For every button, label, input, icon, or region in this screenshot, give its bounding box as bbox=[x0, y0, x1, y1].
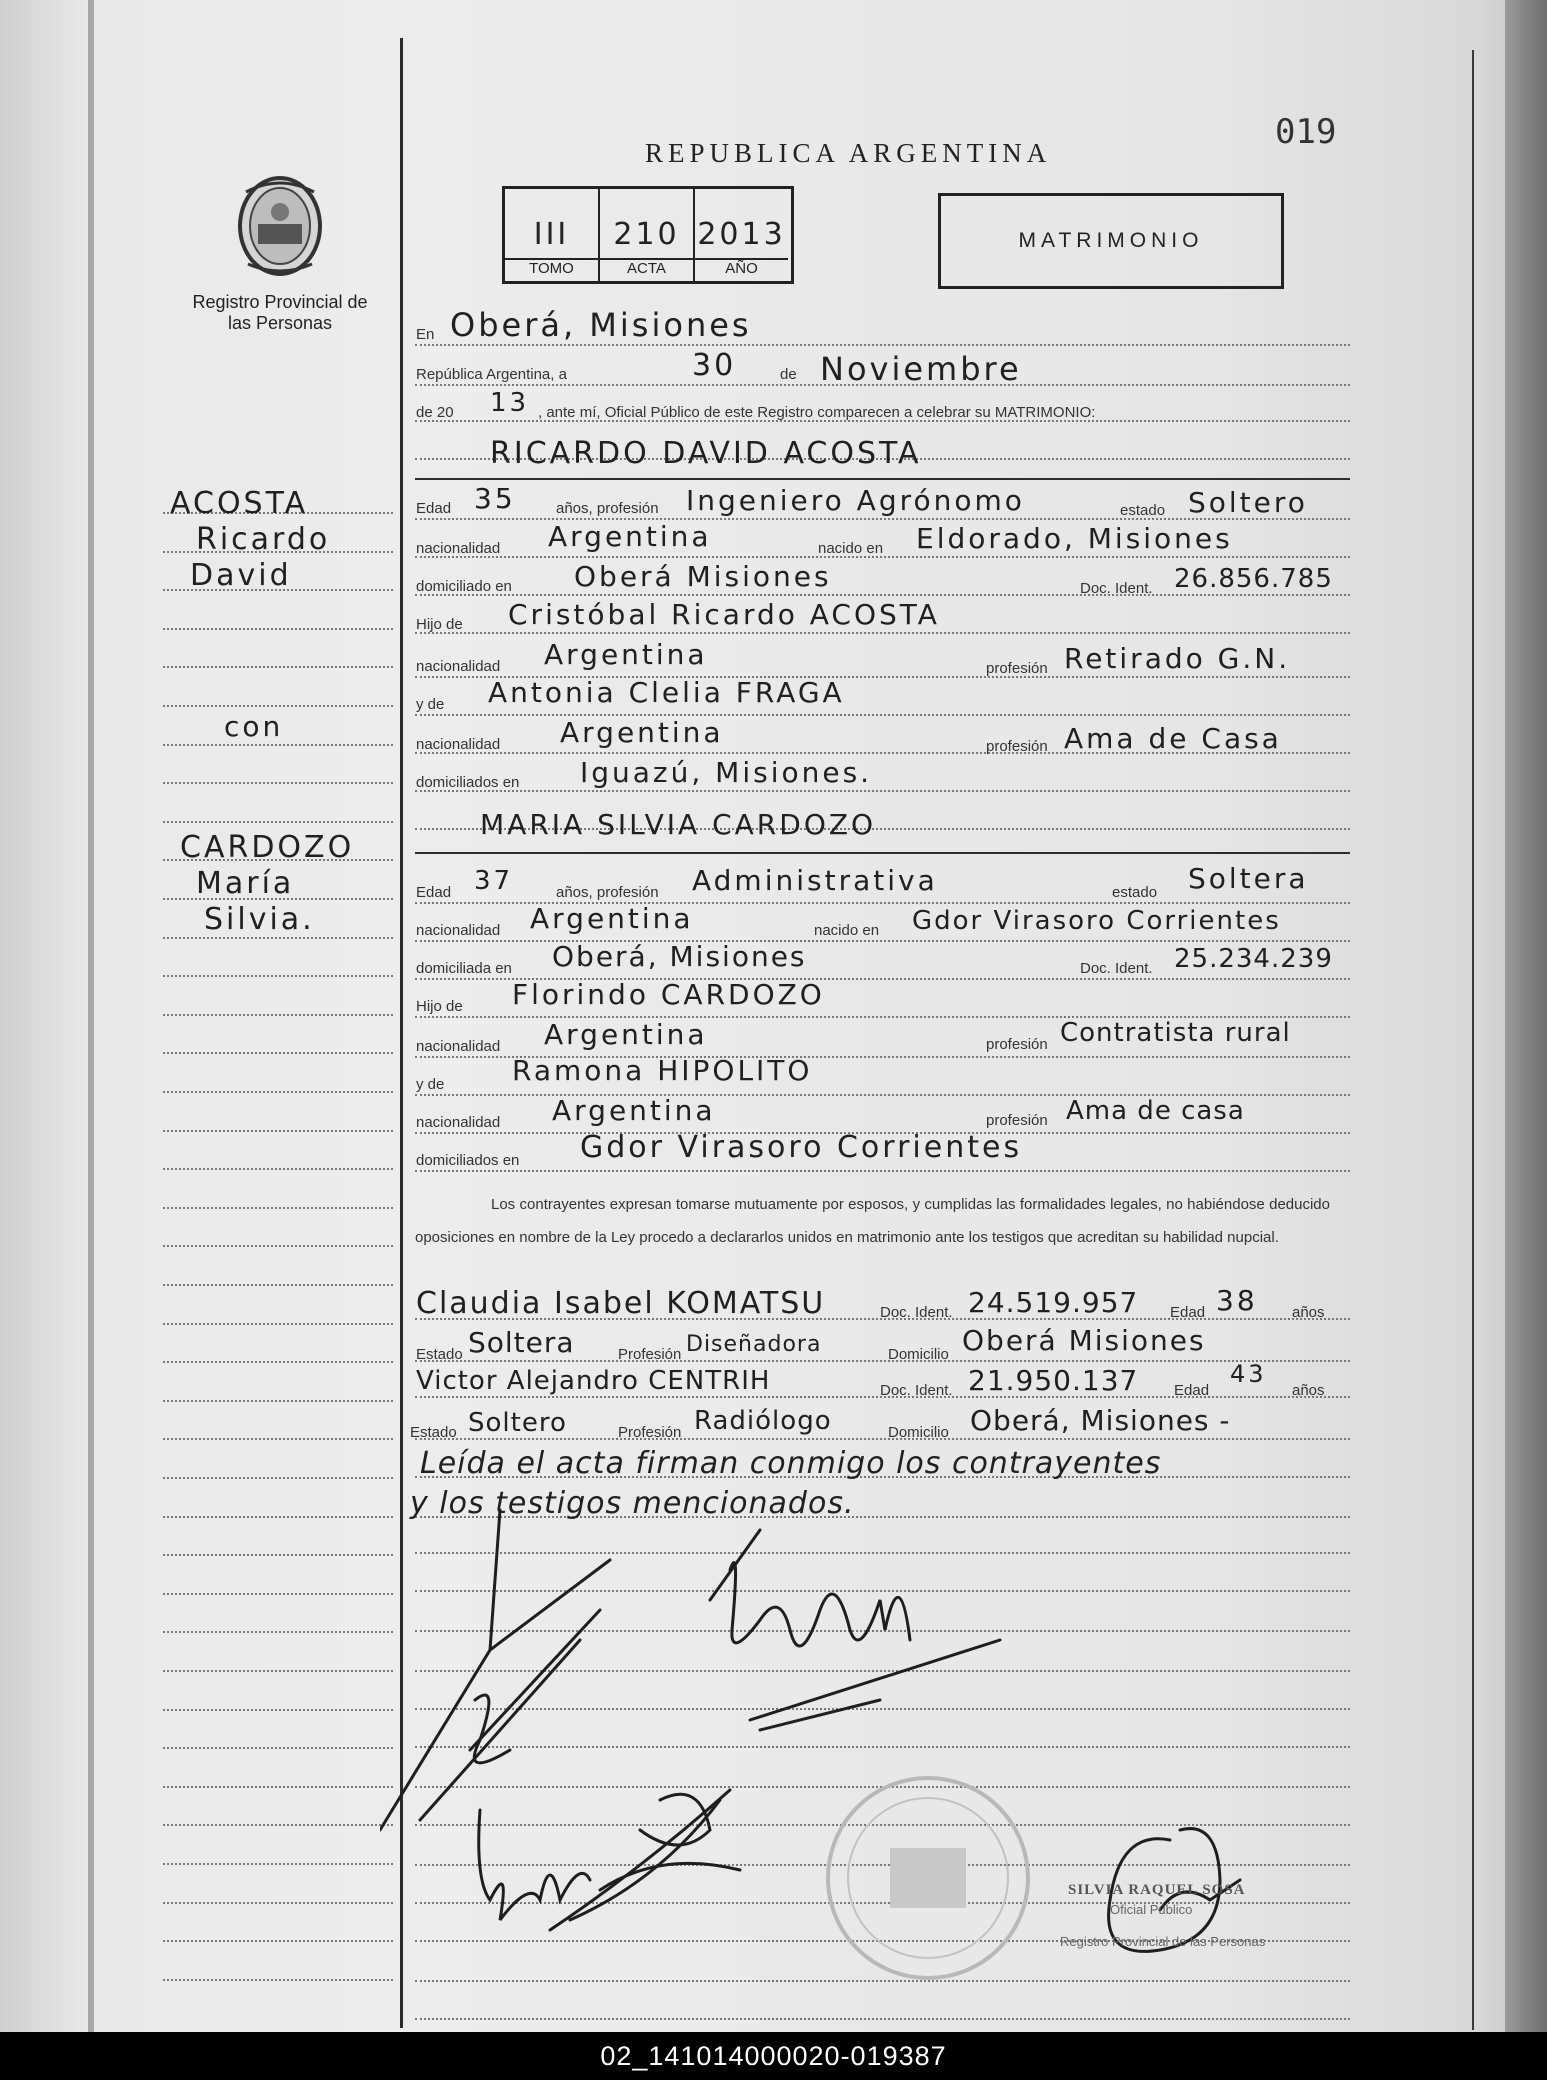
anio-label: AÑO bbox=[695, 258, 788, 277]
witness-2-doc-label: Doc. Ident. bbox=[880, 1382, 953, 1399]
form-ruled-line bbox=[415, 1170, 1350, 1172]
groom-mother-nationality-label: nacionalidad bbox=[416, 736, 501, 753]
bride-father-profession-label: profesión bbox=[986, 1036, 1048, 1053]
witness-2-doc: 21.950.137 bbox=[968, 1364, 1139, 1397]
groom-father-nationality-label: nacionalidad bbox=[416, 658, 501, 675]
bride-mother: Ramona HIPOLITO bbox=[512, 1054, 813, 1087]
margin-bride-surname: CARDOZO bbox=[180, 830, 355, 865]
margin-ruled-line bbox=[163, 1477, 393, 1479]
witness-2-status: Soltero bbox=[468, 1408, 567, 1438]
margin-ruled-line bbox=[163, 1631, 393, 1633]
groom-doc-label: Doc. Ident. bbox=[1080, 580, 1153, 597]
groom-profession-label: años, profesión bbox=[556, 500, 659, 517]
margin-ruled-line bbox=[163, 782, 393, 784]
groom-profession: Ingeniero Agrónomo bbox=[686, 484, 1025, 517]
bride-domicile-label: domiciliada en bbox=[416, 960, 512, 977]
margin-ruled-line bbox=[163, 1863, 393, 1865]
bride-parents-domicile-label: domiciliados en bbox=[416, 1152, 520, 1169]
acta-cell bbox=[600, 189, 695, 281]
margin-ruled-line bbox=[163, 937, 393, 939]
folio-number: 019 bbox=[1275, 112, 1337, 152]
groom-domicile: Oberá Misiones bbox=[574, 560, 832, 593]
bride-age-label: Edad bbox=[416, 884, 452, 901]
page-title: REPUBLICA ARGENTINA bbox=[645, 138, 1052, 168]
bride-mother-profession: Ama de casa bbox=[1066, 1096, 1245, 1126]
margin-ruled-line bbox=[163, 1323, 393, 1325]
margin-bride-second-name: Silvia. bbox=[204, 902, 315, 937]
acta-value: 210 bbox=[613, 217, 680, 252]
witness-2-domicile-label: Domicilio bbox=[888, 1424, 949, 1441]
margin-ruled-line bbox=[163, 1438, 393, 1440]
margin-ruled-line bbox=[163, 1554, 393, 1556]
official-office: Registro Provincial de las Personas bbox=[1060, 1934, 1266, 1949]
margin-ruled-line bbox=[163, 1824, 393, 1826]
bride-father: Florindo CARDOZO bbox=[512, 978, 825, 1011]
month-value: Noviembre bbox=[820, 350, 1022, 388]
bride-nationality: Argentina bbox=[530, 902, 694, 935]
day-value: 30 bbox=[692, 348, 737, 383]
groom-nationality: Argentina bbox=[548, 520, 712, 553]
form-ruled-line bbox=[415, 632, 1350, 634]
margin-groom-name: Ricardo bbox=[196, 522, 331, 557]
form-ruled-line bbox=[415, 344, 1350, 346]
margin-ruled-line bbox=[163, 1593, 393, 1595]
margin-ruled-line bbox=[163, 1979, 393, 1981]
groom-domicile-label: domiciliado en bbox=[416, 578, 512, 595]
groom-doc: 26.856.785 bbox=[1174, 564, 1333, 594]
groom-signature bbox=[380, 1510, 610, 1830]
bride-birthplace: Gdor Virasoro Corrientes bbox=[912, 906, 1281, 936]
provincial-coat-of-arms-icon bbox=[232, 172, 328, 280]
bride-father-nationality-label: nacionalidad bbox=[416, 1038, 501, 1055]
groom-full-name: RICARDO DAVID ACOSTA bbox=[490, 436, 922, 471]
republica-label: República Argentina, a bbox=[416, 366, 567, 383]
witness-2-age: 43 bbox=[1230, 1360, 1267, 1388]
intro-text: , ante mí, Oficial Público de este Registro comparecen a celebrar su MATRIMONIO: bbox=[538, 404, 1096, 421]
form-ruled-line bbox=[415, 790, 1350, 792]
form-ruled-line bbox=[415, 594, 1350, 596]
margin-ruled-line bbox=[163, 666, 393, 668]
margin-groom-surname: ACOSTA bbox=[170, 486, 309, 521]
groom-father-profession-label: profesión bbox=[986, 660, 1048, 677]
bride-status-label: estado bbox=[1112, 884, 1158, 901]
witness-2-name: Victor Alejandro CENTRIH bbox=[416, 1366, 771, 1396]
witness-1-profession: Diseñadora bbox=[686, 1332, 822, 1357]
tomo-value: III bbox=[533, 217, 570, 252]
groom-father-label: Hijo de bbox=[416, 616, 463, 633]
place-value: Oberá, Misiones bbox=[450, 306, 752, 344]
binding-edge bbox=[88, 0, 94, 2032]
margin-ruled-line bbox=[163, 1400, 393, 1402]
margin-ruled-line bbox=[163, 1786, 393, 1788]
bride-father-nationality: Argentina bbox=[544, 1018, 708, 1051]
tomo-label: TOMO bbox=[505, 258, 598, 277]
margin-ruled-line bbox=[163, 1940, 393, 1942]
official-name: SILVIA RAQUEL SOSA bbox=[1068, 1882, 1246, 1898]
bride-profession-label: años, profesión bbox=[556, 884, 659, 901]
en-label: En bbox=[416, 326, 435, 343]
groom-age-label: Edad bbox=[416, 500, 452, 517]
witness-1-doc-label: Doc. Ident. bbox=[880, 1304, 953, 1321]
margin-ruled-line bbox=[163, 1168, 393, 1170]
margin-ruled-line bbox=[163, 821, 393, 823]
closing-line-1: Leída el acta firman conmigo los contrayentes bbox=[420, 1446, 1162, 1481]
year-suffix-value: 13 bbox=[490, 388, 530, 418]
bride-birthplace-label: nacido en bbox=[814, 922, 880, 939]
anio-cell bbox=[695, 189, 788, 281]
acta-label: ACTA bbox=[600, 258, 693, 277]
bride-full-name: MARIA SILVIA CARDOZO bbox=[480, 808, 877, 841]
bride-doc: 25.234.239 bbox=[1174, 944, 1333, 974]
witness-1-name: Claudia Isabel KOMATSU bbox=[416, 1286, 826, 1321]
bride-doc-label: Doc. Ident. bbox=[1080, 960, 1153, 977]
groom-birthplace: Eldorado, Misiones bbox=[916, 522, 1233, 555]
year-prefix-label: de 20 bbox=[416, 404, 454, 421]
groom-nationality-label: nacionalidad bbox=[416, 540, 501, 557]
bride-father-profession: Contratista rural bbox=[1060, 1018, 1291, 1048]
groom-parents-domicile: Iguazú, Misiones. bbox=[580, 756, 873, 789]
witness-2-profession-label: Profesión bbox=[618, 1424, 682, 1441]
bride-signature bbox=[710, 1530, 1000, 1730]
groom-birthplace-label: nacido en bbox=[818, 540, 884, 557]
scan-identifier: 02_141014000020-019387 bbox=[0, 2032, 1547, 2080]
witness-1-anios-label: años bbox=[1292, 1304, 1325, 1321]
groom-father: Cristóbal Ricardo ACOSTA bbox=[508, 598, 940, 631]
margin-ruled-line bbox=[163, 1091, 393, 1093]
groom-age: 35 bbox=[474, 482, 516, 515]
groom-mother-profession: Ama de Casa bbox=[1064, 722, 1282, 755]
margin-ruled-line bbox=[163, 1709, 393, 1711]
margin-ruled-line bbox=[163, 1014, 393, 1016]
witness-2-age-label: Edad bbox=[1174, 1382, 1210, 1399]
declaration-text: Los contrayentes expresan tomarse mutuamente por esposos, y cumplidas las formalidades legales, no habiéndose deducido oposiciones en nombre de la Ley procedo a declararlos unidos en matrimonio ante los testigos que acreditan su habilidad nupcial. bbox=[415, 1196, 1330, 1246]
groom-parents-domicile-label: domiciliados en bbox=[416, 774, 520, 791]
form-ruled-line bbox=[415, 1360, 1350, 1362]
form-ruled-line bbox=[415, 714, 1350, 716]
form-ruled-line bbox=[415, 2018, 1350, 2020]
groom-father-profession: Retirado G.N. bbox=[1064, 642, 1291, 675]
margin-ruled-line bbox=[163, 1670, 393, 1672]
bride-section-divider bbox=[415, 852, 1350, 854]
bride-parents-domicile: Gdor Virasoro Corrientes bbox=[580, 1130, 1023, 1165]
groom-mother: Antonia Clelia FRAGA bbox=[488, 676, 845, 709]
margin-ruled-line bbox=[163, 744, 393, 746]
margin-ruled-line bbox=[163, 1207, 393, 1209]
margin-ruled-line bbox=[163, 975, 393, 977]
witness-2-anios-label: años bbox=[1292, 1382, 1325, 1399]
groom-mother-label: y de bbox=[416, 696, 445, 713]
margin-ruled-line bbox=[163, 1516, 393, 1518]
margin-ruled-line bbox=[163, 1052, 393, 1054]
margin-ruled-line bbox=[163, 1747, 393, 1749]
bride-status: Soltera bbox=[1188, 862, 1309, 895]
bride-father-label: Hijo de bbox=[416, 998, 463, 1015]
groom-mother-profession-label: profesión bbox=[986, 738, 1048, 755]
bride-mother-nationality: Argentina bbox=[552, 1094, 716, 1127]
de-label: de bbox=[780, 366, 797, 383]
witness-1-age-label: Edad bbox=[1170, 1304, 1206, 1321]
bride-domicile: Oberá, Misiones bbox=[552, 940, 807, 973]
groom-father-nationality: Argentina bbox=[544, 638, 708, 671]
witness-1-domicile-label: Domicilio bbox=[888, 1346, 949, 1363]
witness-1-doc: 24.519.957 bbox=[968, 1286, 1139, 1319]
margin-ruled-line bbox=[163, 1284, 393, 1286]
margin-bride-name: María bbox=[196, 866, 295, 901]
anio-value: 2013 bbox=[697, 217, 786, 252]
margin-ruled-line bbox=[163, 705, 393, 707]
bride-profession: Administrativa bbox=[692, 864, 938, 897]
official-stamp-icon bbox=[818, 1768, 1038, 1988]
tomo-cell bbox=[505, 189, 600, 281]
right-border-line bbox=[1472, 50, 1474, 2030]
witness-1-age: 38 bbox=[1216, 1284, 1258, 1317]
page-edge-shadow bbox=[1505, 0, 1547, 2032]
closing-line-2: y los testigos mencionados. bbox=[410, 1486, 855, 1521]
bride-mother-profession-label: profesión bbox=[986, 1112, 1048, 1129]
margin-ruled-line bbox=[163, 1245, 393, 1247]
bride-nationality-label: nacionalidad bbox=[416, 922, 501, 939]
groom-status-label: estado bbox=[1120, 502, 1166, 519]
witness-1-status: Soltera bbox=[468, 1326, 575, 1359]
witness-2-domicile: Oberá, Misiones - bbox=[970, 1404, 1231, 1437]
form-ruled-line bbox=[415, 1438, 1350, 1440]
groom-section-divider bbox=[415, 478, 1350, 480]
witness-1-domicile: Oberá Misiones bbox=[962, 1324, 1206, 1357]
official-role: Oficial Público bbox=[1110, 1902, 1193, 1917]
bride-mother-label: y de bbox=[416, 1076, 445, 1093]
margin-ruled-line bbox=[163, 1361, 393, 1363]
book-reference-box bbox=[502, 186, 794, 284]
margin-con: con bbox=[224, 710, 284, 743]
groom-status: Soltero bbox=[1188, 486, 1308, 519]
record-type-box: MATRIMONIO bbox=[938, 193, 1284, 289]
groom-mother-nationality: Argentina bbox=[560, 716, 724, 749]
witness-1-status-label: Estado bbox=[416, 1346, 463, 1363]
witness-1-profession-label: Profesión bbox=[618, 1346, 682, 1363]
bride-mother-nationality-label: nacionalidad bbox=[416, 1114, 501, 1131]
witness-signatures bbox=[479, 1790, 740, 1930]
margin-groom-second-name: David bbox=[190, 558, 292, 593]
bride-age: 37 bbox=[474, 866, 514, 896]
margin-ruled-line bbox=[163, 1130, 393, 1132]
margin-ruled-line bbox=[163, 628, 393, 630]
registry-name: Registro Provincial de las Personas bbox=[192, 292, 368, 333]
margin-ruled-line bbox=[163, 1902, 393, 1904]
witness-2-status-label: Estado bbox=[410, 1424, 457, 1441]
witness-2-profession: Radiólogo bbox=[694, 1406, 832, 1436]
